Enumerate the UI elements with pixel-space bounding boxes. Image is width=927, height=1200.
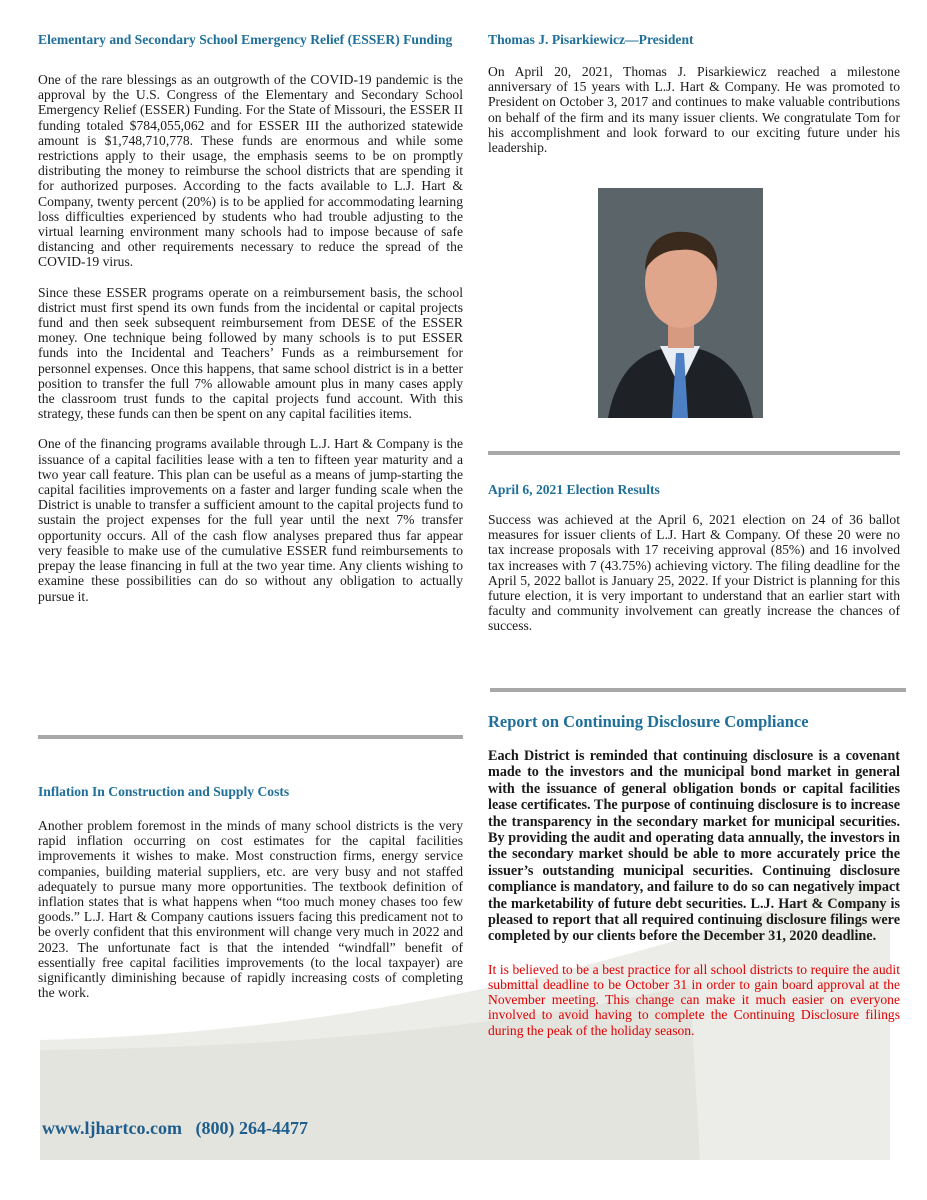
election-section bbox=[488, 482, 900, 634]
president-photo bbox=[598, 188, 763, 418]
election-paragraph: Success was achieved at the April 6, 2021 election on 24 of 36 ballot measures for issuer clients of L.J. Hart & Company. Of these 20 were no tax increase proposals with 17 receiving approval (85%) and 16 involved tax increases with 7 (43.75%) achieving victory. The filing deadline for the April 5, 2022 ballot is January 25, 2022. If your District is planning for this future election, it is very important to understand that an earlier start with faculty and community involvement can greatly increase the chances of success. bbox=[488, 512, 900, 634]
disclosure-section bbox=[488, 712, 900, 1038]
president-portrait-illustration bbox=[598, 188, 763, 418]
section-divider-left bbox=[38, 735, 463, 739]
esser-section bbox=[38, 32, 463, 604]
inflation-title: Inflation In Construction and Supply Costs bbox=[38, 784, 290, 799]
disclosure-title: Report on Continuing Disclosure Compliance bbox=[488, 712, 809, 731]
esser-paragraph-1: One of the rare blessings as an outgrowth of the COVID-19 pandemic is the approval by the U.S. Congress of the Elementary and Secondary School Emergency Relief (ESSER) Funding. For the State of Missouri, the ESSER II funding totaled $784,055,062 and for ESSER III the authorized statewide amount is $1,748,710,778. These funds are enormous and while some restrictions apply to their usage, the emphasis seems to be on promptly distributing the money to reimburse the school districts that are spending it for authorized purposes. According to the facts available to L.J. Hart & Company, twenty percent (20%) is to be applied for accommodating learning loss difficulties experienced by students who had trouble adjusting to the virtual learning environment many schools had to impose because of safe distancing and other requirements necessary to reduce the spread of the COVID-19 virus. bbox=[38, 72, 463, 270]
inflation-section bbox=[38, 784, 463, 1000]
election-title: April 6, 2021 Election Results bbox=[488, 482, 660, 497]
esser-paragraph-3: One of the financing programs available through L.J. Hart & Company is the issuance of a capital facilities lease with a ten to fifteen year maturity and a two year call feature. This plan can be useful as a means of jump-starting the capital facilities improvements on a faster and larger funding scale when the District is unable to transfer a sufficient amount to the capital projects fund to sustain the project expenses for the full year until the next 7% transfer opportunity occurs. All of the cash flow analyses prepared thus far appear very feasible to make use of the cumulative ESSER fund reimbursements to prepay the lease financing in full at the two year time. Any clients wishing to examine these possibilities can do so without any obligation to actually pursue it. bbox=[38, 436, 463, 604]
president-paragraph: On April 20, 2021, Thomas J. Pisarkiewicz reached a milestone anniversary of 15 years with L.J. Hart & Company. He was promoted to President on October 3, 2017 and continues to make valuable contributions on behalf of the firm and its many issuer clients. We congratulate Tom for his accomplishment and look forward to our exciting future under his leadership. bbox=[488, 64, 900, 156]
footer-contact bbox=[42, 1118, 308, 1139]
section-divider-right-2 bbox=[490, 688, 906, 692]
president-section bbox=[488, 32, 900, 155]
esser-title: Elementary and Secondary School Emergency Relief (ESSER) Funding bbox=[38, 32, 453, 47]
website-link[interactable]: www.ljhartco.com bbox=[42, 1118, 182, 1138]
esser-paragraph-2: Since these ESSER programs operate on a reimbursement basis, the school district must first spend its own funds from the incidental or capital projects fund and then seek subsequent reimbursement from DESE of the ESSER money. One technique being followed by many schools is to put ESSER funds into the Incidental and Teachers’ Funds as a reimbursement for personnel expenses. Once this happens, that same school district is in a better position to transfer the full 7% allowable amount plus in many cases apply the classroom trust funds to the capital projects fund account. With this strategy, these funds can then be spent on any capital facilities items. bbox=[38, 284, 463, 422]
section-divider-right-1 bbox=[488, 451, 900, 455]
president-title: Thomas J. Pisarkiewicz—President bbox=[488, 32, 694, 47]
disclosure-paragraph: Each District is reminded that continuing disclosure is a covenant made to the investors and the municipal bond market in general with the issuance of general obligation bonds or capital facilities lease certificates. The purpose of continuing disclosure is to increase the transparency in the secondary market for municipal securities. By providing the audit and operating data annually, the investors in the secondary market should be able to more accurately price the issuer’s outstanding municipal securities. Continuing disclosure compliance is mandatory, and failure to do so can negatively impact the marketability of future debt securities. L.J. Hart & Company is pleased to report that all required continuing disclosure filings were completed by our clients before the December 31, 2020 deadline. bbox=[488, 748, 900, 945]
inflation-paragraph: Another problem foremost in the minds of many school districts is the very rapid inflation occurring on cost estimates for the capital facilities improvements it wishes to make. Most construction firms, energy service companies, building material suppliers, etc. are very busy and not staffed adequately to pursue many more opportunities. The textbook definition of inflation states that is what happens when “too much money chases too few goods.” L.J. Hart & Company cautions issuers facing this predicament not to be overly confident that this environment will change very much in 2022 and 2023. The unfortunate fact is that the intended “windfall” benefit of essentially free capital facilities improvements (to the local taxpayer) are significantly diminishing because of rapidly increasing costs of completing the work. bbox=[38, 818, 463, 1001]
disclosure-note: It is believed to be a best practice for all school districts to require the audit submittal deadline to be October 31 in order to gain board approval at the November meeting. This change can make it much easier on everyone involved to avoid having to complete the Continuing Disclosure filings during the peak of the holiday season. bbox=[488, 961, 900, 1038]
phone-number: (800) 264-4477 bbox=[195, 1118, 308, 1138]
